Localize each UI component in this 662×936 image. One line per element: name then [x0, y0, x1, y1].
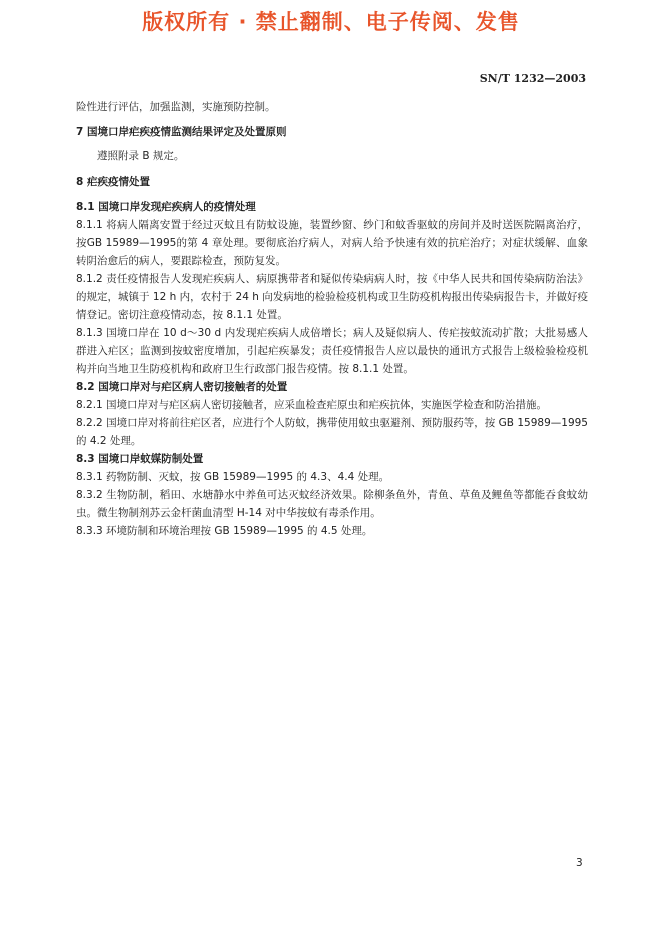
clause-8-2-2: 8.2.2 国境口岸对将前往疟区者，应进行个人防蚊，携带使用蚊虫驱避剂、预防服药等，按 GB 15989—1995 的 4.2 处理。 [76, 417, 588, 447]
section-8-heading: 8 疟疾疫情处置 [76, 176, 150, 188]
document-body [76, 98, 588, 540]
section-7-heading: 7 国境口岸疟疾疫情监测结果评定及处置原则 [76, 126, 287, 138]
clause-8-2-1: 8.2.1 国境口岸对与疟区病人密切接触者，应采血检查疟原虫和疟疾抗体，实施医学检查和防治措施。 [76, 399, 548, 411]
clause-8-3-1: 8.3.1 药物防制、灭蚊，按 GB 15989—1995 的 4.3、4.4 处理。 [76, 471, 390, 483]
clause-8-1-1: 8.1.1 将病人隔离安置于经过灭蚊且有防蚊设施，装置纱窗、纱门和蚊香驱蚊的房间并及时送医院隔离治疗，按GB 15989—1995的第 4 章处理。要彻底治疗病人，对病人给予快速有效的抗疟治疗；对症状缓解、血象转阴治愈后的病人，要跟踪检查，预防复发。 [76, 219, 588, 267]
page-number: 3 [576, 857, 583, 869]
watermark-banner: 版权所有 · 禁止翻制、电子传阅、发售 [142, 10, 520, 34]
clause-8-3-2: 8.3.2 生物防制，稻田、水塘静水中养鱼可达灭蚊经济效果。除柳条鱼外，青鱼、草鱼及鲤鱼等都能吞食蚊幼虫。微生物制剂苏云金杆菌血清型 H-14 对中华按蚊有毒杀作用。 [76, 489, 588, 519]
clause-8-1-3: 8.1.3 国境口岸在 10 d～30 d 内发现疟疾病人成倍增长；病人及疑似病人、传疟按蚊流动扩散；大批易感人群进入疟区；监测到按蚊密度增加，引起疟疾暴发；责任疫情报告人应以最快的通讯方式报告上级检验检疫机构并向当地卫生防疫机构和政府卫生行政部门报告疫情。按 8.1.1 处置。 [76, 327, 588, 375]
clause-8-1-2: 8.1.2 责任疫情报告人发现疟疾病人、病原携带者和疑似传染病病人时，按《中华人民共和国传染病防治法》的规定，城镇于 12 h 内，农村于 24 h 向发病地的检验检疫机构或卫生防疫机构报出传染病报告卡，并做好疫情登记。密切注意疫情动态，按 8.1.1 处置。 [76, 273, 588, 321]
section-8-2-heading: 8.2 国境口岸对与疟区病人密切接触者的处置 [76, 381, 288, 393]
standard-number: SN/T 1232—2003 [479, 72, 586, 85]
clause-8-3-3: 8.3.3 环境防制和环境治理按 GB 15989—1995 的 4.5 处理。 [76, 525, 373, 537]
paragraph-continuation: 险性进行评估，加强监测，实施预防控制。 [76, 101, 276, 113]
section-8-1-heading: 8.1 国境口岸发现疟疾病人的疫情处理 [76, 201, 256, 213]
section-7-body: 遵照附录 B 规定。 [97, 150, 185, 162]
section-8-3-heading: 8.3 国境口岸蚊媒防制处置 [76, 453, 204, 465]
